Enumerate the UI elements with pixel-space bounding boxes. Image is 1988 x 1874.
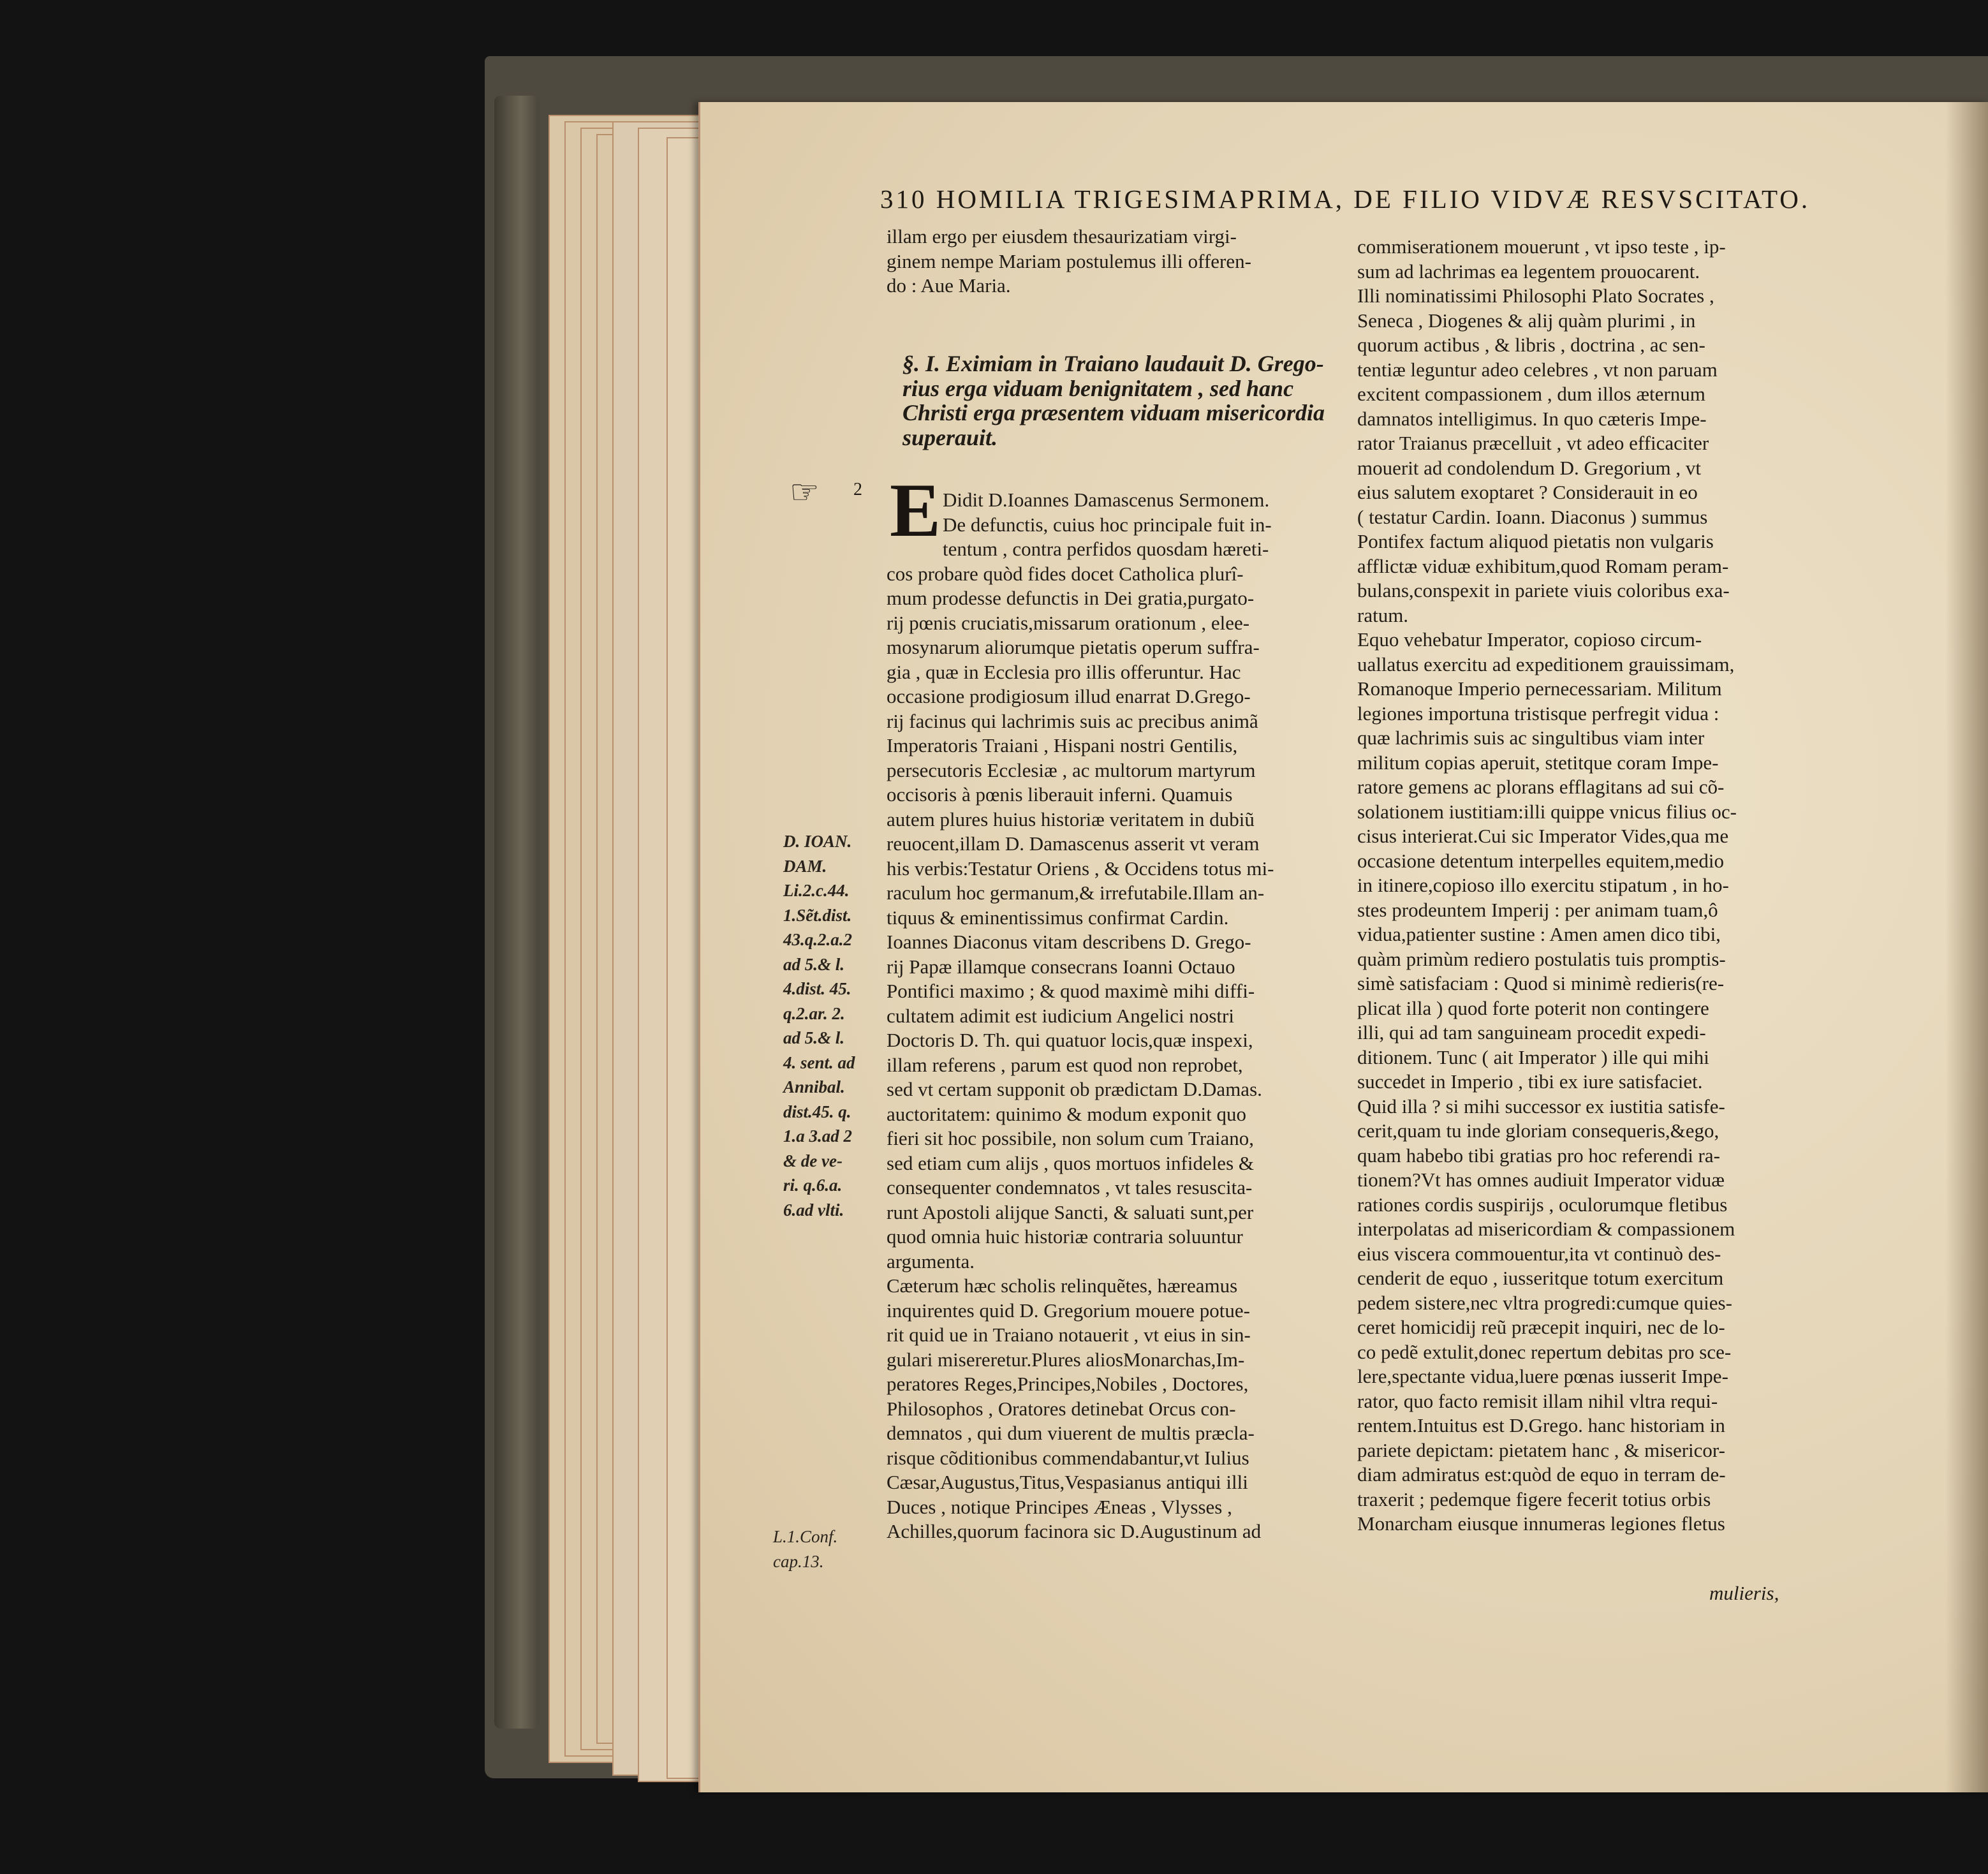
text-line: uallatus exercitu ad expeditionem grauissimam,: [1357, 653, 1735, 675]
text-line: fieri sit hoc possibile, non solum cum Traiano,: [887, 1127, 1255, 1149]
paragraph-number: 2: [853, 480, 862, 499]
text-line: persecutoris Ecclesiæ , ac multorum martyrum: [887, 758, 1256, 781]
text-line: ditionem. Tunc ( ait Imperator ) ille qui mihi: [1357, 1045, 1709, 1068]
text-line: simè satisfaciam : Quod si minimè redieris(re-: [1357, 972, 1725, 994]
margin-note: & de ve-: [783, 1151, 843, 1170]
text-line: bulans,conspexit in pariete viuis coloribus exa-: [1357, 579, 1730, 601]
text-line: occisoris à pœnis liberauit inferni. Quamuis: [887, 783, 1233, 806]
text-line: eius salutem exoptaret ? Considerauit in eo: [1357, 481, 1698, 503]
margin-note: Li.2.c.44.: [783, 881, 850, 900]
drop-capital: E: [890, 468, 941, 552]
text-line: tionem?Vt has omnes audiuit Imperator viduæ: [1357, 1169, 1725, 1191]
text-line: rij facinus qui lachrimis suis ac precibus animã: [887, 709, 1258, 732]
text-line: Pontifex factum aliquod pietatis non vulgaris: [1357, 530, 1714, 552]
text-line: auctoritatem: quinimo & modum exponit quo: [887, 1102, 1246, 1125]
heading-line: Christi erga præsentem viduam misericordia: [902, 400, 1325, 425]
text-line: gulari misereretur.Plures aliosMonarchas,Im-: [887, 1348, 1245, 1371]
text-line: ceret homicidij reũ præcepit inquiri, nec de lo-: [1357, 1316, 1725, 1338]
book-spine: [494, 96, 539, 1729]
text-line: succedet in Imperio , tibi ex iure satisfaciet.: [1357, 1070, 1703, 1093]
text-line: pariete depictam: pietatem hanc , & misericor-: [1357, 1438, 1725, 1461]
text-line: sed vt certam supponit ob prædictam D.Damas.: [887, 1078, 1262, 1100]
margin-note: cap.13.: [773, 1551, 824, 1571]
margin-note: ad 5.& l.: [783, 954, 845, 974]
text-line: plicat illa ) quod forte poterit non contingere: [1357, 996, 1709, 1019]
text-line: cenderit de equo , iusseritque totum exercitum: [1357, 1267, 1724, 1289]
text-line: Duces , notique Principes Æneas , Vlysses ,: [887, 1495, 1232, 1518]
text-line: occasione detentum interpelles equitem,medio: [1357, 849, 1725, 872]
text-line: illi, qui ad tam sanguineam procedit expedi-: [1357, 1021, 1706, 1044]
margin-note: 43.q.2.a.2: [783, 930, 852, 949]
running-title: HOMILIA TRIGESIMAPRIMA, DE FILIO VIDVÆ RESVSCITATO.: [936, 184, 1811, 214]
text-line: demnatos , qui dum viuerent de multis præcla-: [887, 1422, 1255, 1444]
heading-line: rius erga viduam benignitatem , sed hanc: [902, 375, 1294, 401]
text-line: Doctoris D. Th. qui quatuor locis,quæ inspexi,: [887, 1029, 1253, 1051]
margin-note: 4. sent. ad: [783, 1052, 855, 1072]
heading-line: superauit.: [902, 424, 998, 450]
text-line: tiquus & eminentissimus confirmat Cardin.: [887, 906, 1229, 929]
text-line: argumenta.: [887, 1250, 975, 1273]
text-line: ginem nempe Mariam postulemus illi offeren-: [887, 249, 1251, 272]
margin-note: dist.45. q.: [783, 1102, 851, 1121]
right-column: [1357, 235, 1829, 1537]
margin-note: Annibal.: [783, 1077, 845, 1096]
text-line: eius viscera commouentur,ita vt continuò des-: [1357, 1242, 1721, 1265]
text-line: risque cõditionibus commendabantur,vt Iulius: [887, 1446, 1249, 1469]
text-line: his verbis:Testatur Oriens , & Occidens totus mi-: [887, 857, 1274, 880]
text-line: Pontifici maximo ; & quod maximè mihi diffi-: [887, 980, 1255, 1002]
text-line: cos probare quòd fides docet Catholica plurî-: [887, 562, 1244, 585]
margin-note: 1.a 3.ad 2: [783, 1126, 852, 1146]
text-line: inquirentes quid D. Gregorium mouere potue-: [887, 1299, 1250, 1322]
page-gutter-shadow: [1945, 102, 1988, 1792]
text-line: mouerit ad condolendum D. Gregorium , vt: [1357, 456, 1701, 479]
text-line: cisus interierat.Cui sic Imperator Vides,qua me: [1357, 825, 1729, 847]
text-line: rij pœnis cruciatis,missarum orationum , elee-: [887, 611, 1250, 634]
text-line: quorum actibus , & libris , doctrina , ac sen-: [1357, 334, 1705, 356]
text-line: Achilles,quorum facinora sic D.Augustinum ad: [887, 1520, 1262, 1542]
text-line: peratores Reges,Principes,Nobiles , Doctores,: [887, 1373, 1249, 1395]
text-line: sed etiam cum alijs , quos mortuos infideles &: [887, 1151, 1254, 1174]
text-line: pedem sistere,nec vltra progredi:cumque quies-: [1357, 1291, 1732, 1314]
text-line: Seneca , Diogenes & alij quàm plurimi , in: [1357, 309, 1696, 332]
text-line: cerit,quam tu inde gloriam consequeris,&ego,: [1357, 1119, 1719, 1142]
margin-note: ri. q.6.a.: [783, 1176, 843, 1195]
left-column-top: [887, 225, 1333, 299]
text-line: quæ lachrimis suis ac singultibus viam inter: [1357, 727, 1705, 749]
text-line: Cæsar,Augustus,Titus,Vespasianus antiqui illi: [887, 1471, 1248, 1493]
text-line: do : Aue Maria.: [887, 274, 1011, 297]
text-line: sum ad lachrimas ea legentem prouocarent.: [1357, 260, 1700, 283]
page-number: 310: [880, 184, 927, 214]
text-line: illam referens , parum est quod non reprobet,: [887, 1053, 1243, 1076]
margin-note: D. IOAN.: [783, 832, 852, 851]
text-line: Monarcham eiusque innumeras legiones fletus: [1357, 1512, 1725, 1535]
text-line: autem plures huius historiæ veritatem in dubiũ: [887, 808, 1255, 830]
text-line: rentem.Intuitus est D.Grego. hanc historiam in: [1357, 1414, 1725, 1436]
text-line: legiones importuna tristisque perfregit vidua :: [1357, 702, 1719, 725]
margin-note: L.1.Conf.: [773, 1527, 838, 1546]
manicule-icon: ☞: [790, 475, 820, 511]
text-line: quàm primùm rediero postulatis tuis promptis-: [1357, 947, 1726, 970]
margin-note: 4.dist. 45.: [783, 979, 851, 998]
text-line: ratum.: [1357, 603, 1409, 626]
margin-notes-bottom: [773, 1524, 881, 1574]
text-line: Cæterum hæc scholis relinquẽtes, hæreamus: [887, 1274, 1238, 1297]
text-line: tentum , contra perfidos quosdam hæreti-: [943, 538, 1269, 560]
text-line: rator Traianus præcelluit , vt adeo efficaciter: [1357, 432, 1709, 454]
text-line: traxerit ; pedemque figere fecerit totius orbis: [1357, 1487, 1711, 1510]
text-line: rationes cordis suspirijs , oculorumque fletibus: [1357, 1193, 1728, 1216]
text-line: quod omnia huic historiæ contraria soluuntur: [887, 1225, 1243, 1248]
text-line: raculum hoc germanum,& irrefutabile.Illam an-: [887, 882, 1265, 904]
text-line: militum copias aperuit, stetitque coram Impe-: [1357, 751, 1719, 774]
text-line: tentiæ leguntur adeo celebres , vt non paruam: [1357, 358, 1718, 381]
running-head: [880, 184, 1810, 214]
margin-note: q.2.ar. 2.: [783, 1003, 845, 1023]
text-line: afflictæ viduæ exhibitum,quod Romam peram-: [1357, 554, 1729, 577]
margin-note: ad 5.& l.: [783, 1028, 845, 1047]
text-line: Philosophos , Oratores detinebat Orcus con-: [887, 1397, 1236, 1420]
heading-line: §. I. Eximiam in Traiano laudauit D. Grego-: [902, 351, 1324, 376]
text-line: De defunctis, cuius hoc principale fuit in-: [943, 513, 1272, 536]
text-line: ( testatur Cardin. Ioann. Diaconus ) summus: [1357, 505, 1708, 528]
margin-notes: [783, 829, 885, 1222]
margin-note: 6.ad vlti.: [783, 1200, 844, 1220]
text-line: Illi nominatissimi Philosophi Plato Socrates ,: [1357, 284, 1714, 307]
text-line: Didit D.Ioannes Damascenus Sermonem.: [943, 489, 1270, 511]
text-line: co pedẽ extulit,donec repertum debitas pro sce-: [1357, 1340, 1732, 1363]
text-line: mum prodesse defunctis in Dei gratia,purgato-: [887, 587, 1255, 609]
left-column: [887, 488, 1333, 1544]
text-line: ratore gemens ac plorans efflagitans ad sui cõ-: [1357, 776, 1725, 798]
text-line: Romanoque Imperio pernecessariam. Militum: [1357, 677, 1722, 700]
text-line: consequenter condemnatos , vt tales resuscita-: [887, 1176, 1253, 1199]
text-line: rij Papæ illamque consecrans Ioanni Octauo: [887, 955, 1235, 978]
text-line: cultatem adimit est iudicium Angelici nostri: [887, 1004, 1234, 1027]
text-line: diam admiratus est:quòd de equo in terram de-: [1357, 1463, 1726, 1486]
text-line: rit quid ue in Traiano notauerit , vt eius in sin-: [887, 1324, 1251, 1346]
text-line: runt Apostoli alijque Sancti, & saluati sunt,per: [887, 1200, 1254, 1223]
text-line: reuocent,illam D. Damascenus asserit vt veram: [887, 832, 1260, 855]
text-line: lere,spectante vidua,luere pœnas iusserit Impe-: [1357, 1365, 1728, 1387]
text-line: rator, quo facto remisit illam nihil vltra requi-: [1357, 1389, 1718, 1412]
catchword: mulieris,: [1709, 1582, 1779, 1604]
text-line: occasione prodigiosum illud enarrat D.Grego-: [887, 685, 1251, 707]
text-line: interpolatas ad misericordiam & compassionem: [1357, 1218, 1735, 1240]
text-line: in itinere,copioso illo exercitu stipatum , in ho-: [1357, 874, 1729, 896]
text-line: Imperatoris Traiani , Hispani nostri Gentilis,: [887, 734, 1238, 756]
section-heading: [902, 350, 1343, 448]
text-line: vidua,patienter sustine : Amen amen dico tibi,: [1357, 923, 1721, 945]
text-line: mosynarum aliorumque pietatis operum suffra-: [887, 636, 1260, 658]
text-line: commiserationem mouerunt , vt ipso teste , ip-: [1357, 235, 1726, 258]
text-line: damnatos intelligimus. In quo cæteris Impe-: [1357, 407, 1707, 430]
text-line: stes prodeuntem Imperij : per animam tuam,ô: [1357, 898, 1718, 921]
text-line: excitent compassionem , dum illos æternum: [1357, 383, 1705, 405]
text-line: Ioannes Diaconus vitam describens D. Grego-: [887, 931, 1251, 953]
text-line: solationem iustitiam:illi quippe vnicus filius oc-: [1357, 800, 1737, 823]
text-line: gia , quæ in Ecclesia pro illis offeruntur. Hac: [887, 660, 1241, 683]
text-line: Equo vehebatur Imperator, copioso circum-: [1357, 628, 1702, 651]
margin-note: 1.Sẽt.dist.: [783, 905, 852, 925]
text-line: illam ergo per eiusdem thesaurizatiam virgi-: [887, 225, 1237, 247]
text-line: quam habebo tibi gratias pro hoc referendi ra-: [1357, 1144, 1720, 1167]
margin-note: DAM.: [783, 856, 827, 876]
text-line: Quid illa ? si mihi successor ex iustitia satisfe-: [1357, 1095, 1725, 1118]
